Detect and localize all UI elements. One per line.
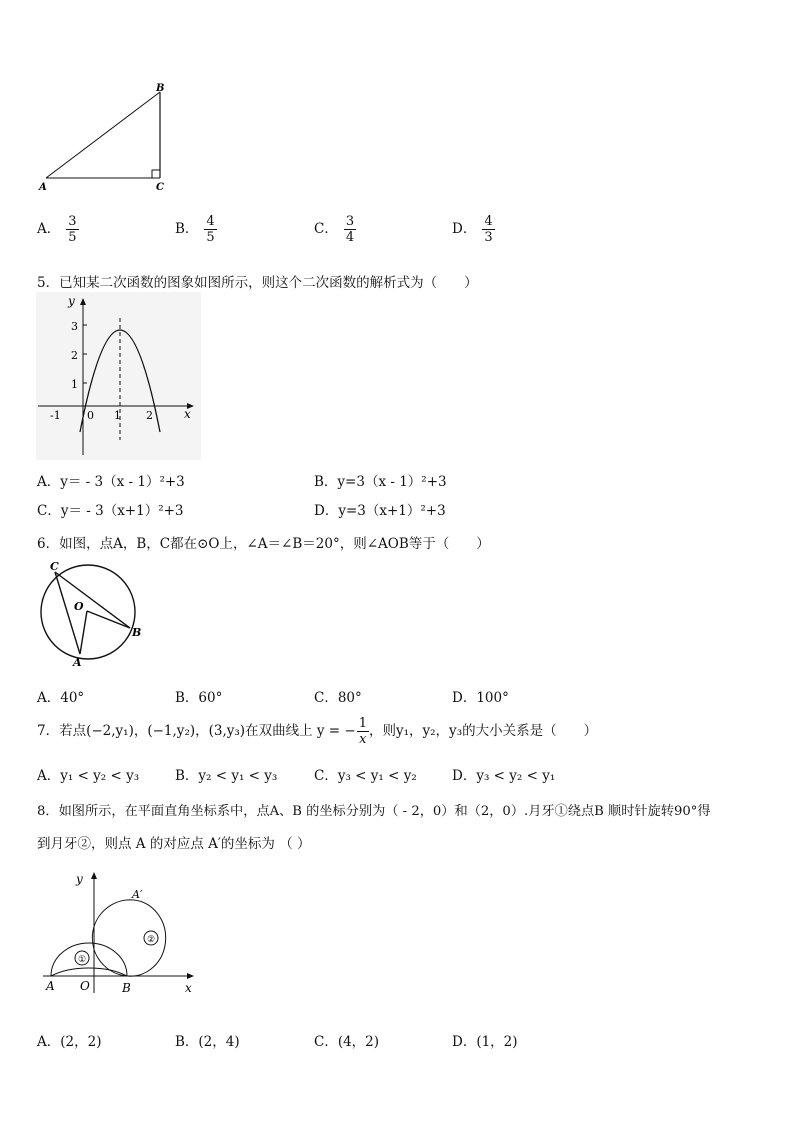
q4-option-a[interactable]: A． $\frac{3}{5}$ bbox=[37, 214, 77, 245]
q6-option-c[interactable]: C．80° bbox=[314, 690, 362, 706]
q6-option-b[interactable]: B．60° bbox=[175, 690, 223, 706]
q7-option-a[interactable]: A．y₁ < y₂ < y₃ bbox=[37, 768, 140, 784]
q7-option-d[interactable]: D．y₃ < y₂ < y₁ bbox=[452, 768, 556, 784]
svg-text:B: B bbox=[122, 981, 131, 995]
q4-option-b[interactable]: B． $\frac{4}{5}$ bbox=[175, 214, 215, 245]
svg-text:A′: A′ bbox=[132, 888, 143, 901]
svg-text:0: 0 bbox=[87, 409, 94, 422]
q8-option-c[interactable]: C．(4，2) bbox=[314, 1034, 380, 1050]
q5-option-c[interactable]: C．y＝ - 3（x+1）²+3 bbox=[37, 503, 184, 519]
q5-option-d[interactable]: D．y=3（x+1）²+3 bbox=[314, 503, 446, 519]
svg-text:C: C bbox=[50, 560, 59, 573]
label-a: A bbox=[39, 182, 47, 193]
svg-text:x: x bbox=[184, 407, 191, 421]
q4-option-d[interactable]: D． $\frac{4}{3}$ bbox=[452, 214, 493, 245]
q5-stem: 5．已知某二次函数的图象如图所示，则这个二次函数的解析式为（ ） bbox=[37, 275, 478, 291]
q8-option-b[interactable]: B．(2，4) bbox=[175, 1034, 240, 1050]
circle-figure bbox=[30, 558, 150, 673]
fraction: $\frac{3}{4}$ bbox=[345, 214, 355, 245]
svg-text:A: A bbox=[46, 979, 55, 993]
q5-option-b[interactable]: B．y=3（x - 1）²+3 bbox=[314, 474, 447, 490]
svg-text:O: O bbox=[80, 979, 90, 993]
svg-text:2: 2 bbox=[71, 349, 78, 362]
svg-text:1: 1 bbox=[114, 409, 121, 422]
q8-stem-line1: 8．如图所示，在平面直角坐标系中，点A、B 的坐标分别为（ - 2，0）和（2，0）.月牙①绕点B 顺时针旋转90°得 bbox=[37, 804, 711, 819]
q8-option-d[interactable]: D．(1，2) bbox=[452, 1034, 518, 1050]
svg-text:②: ② bbox=[147, 935, 156, 945]
q5-option-a[interactable]: A．y＝ - 3（x - 1）²+3 bbox=[37, 474, 185, 490]
q4-option-c[interactable]: C． $\frac{3}{4}$ bbox=[314, 214, 355, 245]
svg-text:A: A bbox=[73, 656, 82, 669]
fraction: $\frac{4}{3}$ bbox=[484, 214, 493, 245]
parabola-graph bbox=[36, 292, 201, 460]
q7-option-c[interactable]: C．y₃ < y₁ < y₂ bbox=[314, 768, 417, 784]
svg-text:y: y bbox=[76, 872, 83, 886]
q8-option-a[interactable]: A．(2，2) bbox=[37, 1034, 102, 1050]
svg-text:x: x bbox=[185, 981, 192, 995]
q8-stem-line2: 到月牙②，则点 A 的对应点 A′的坐标为 （ ） bbox=[37, 836, 311, 852]
svg-text:-1: -1 bbox=[50, 409, 61, 422]
q6-option-d[interactable]: D．100° bbox=[452, 690, 509, 706]
svg-text:2: 2 bbox=[146, 409, 153, 422]
moon-figure bbox=[38, 868, 203, 1000]
svg-text:3: 3 bbox=[71, 320, 78, 333]
fraction: $\frac{4}{5}$ bbox=[206, 214, 215, 245]
label-b: B bbox=[156, 83, 165, 94]
q6-stem: 6．如图，点A，B，C都在⊙O上，∠A＝∠B＝20°，则∠AOB等于（ ） bbox=[37, 536, 490, 552]
svg-text:B: B bbox=[132, 626, 142, 639]
label-c: C bbox=[156, 182, 164, 193]
svg-text:O: O bbox=[74, 600, 84, 613]
q7-stem: 7．若点(−2,y₁)，(−1,y₂)，(3,y₃)在双曲线上 y = − $\frac{1}{x}$ ，则y₁，y₂，y₃的大小关系是（ ） bbox=[37, 716, 598, 747]
q6-option-a[interactable]: A．40° bbox=[37, 690, 85, 706]
q7-option-b[interactable]: B．y₂ < y₁ < y₃ bbox=[175, 768, 278, 784]
svg-text:1: 1 bbox=[71, 378, 78, 391]
triangle-figure bbox=[30, 80, 180, 195]
fraction: $\frac{3}{5}$ bbox=[68, 214, 77, 245]
svg-text:y: y bbox=[68, 294, 75, 308]
svg-text:①: ① bbox=[78, 955, 87, 965]
